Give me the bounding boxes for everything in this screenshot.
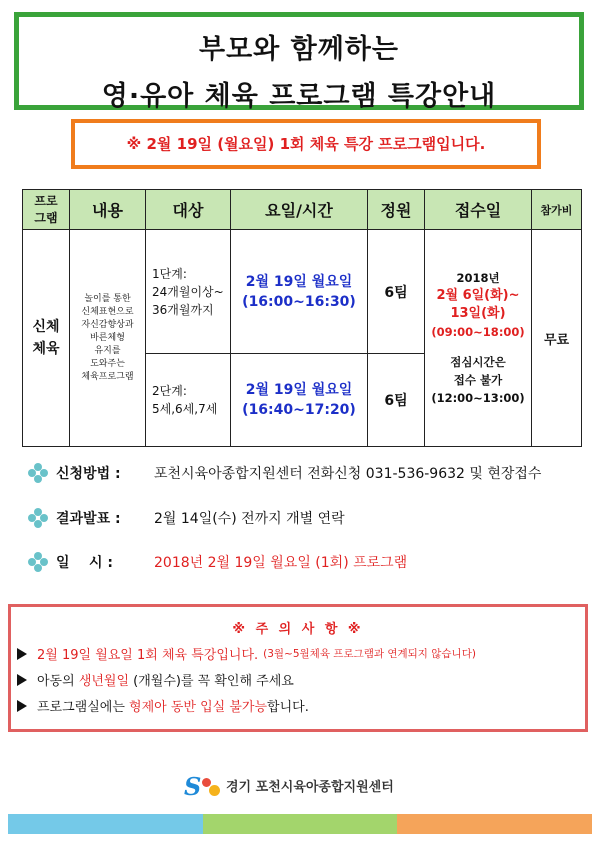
category-line-1: 신체 <box>32 319 60 335</box>
warning-item-3-pre: 프로그램실에는 <box>37 700 130 715</box>
reception-cell <box>425 230 532 447</box>
reception-hours: (09:00~18:00) <box>431 325 525 339</box>
bar-segment-orange <box>397 814 592 834</box>
header-content: 내용 <box>70 190 146 230</box>
content-line: 자신감향상과 <box>81 319 134 330</box>
warning-item-2-post: (개월수)를 꼭 확인해 주세요 <box>129 674 294 689</box>
org-logo <box>184 772 394 801</box>
reception-year: 2018년 <box>456 271 500 285</box>
bar-segment-green <box>203 814 398 834</box>
content-line: 바른체형 <box>90 332 125 343</box>
warning-item-2-pre: 아동의 <box>37 674 79 689</box>
warning-item-3-red: 형제아 동반 입실 불가능 <box>129 700 268 715</box>
header-fee: 참가비 <box>532 190 582 230</box>
reception-period-1: 2월 6일(화)~ <box>436 288 520 303</box>
warning-item-3-post: 합니다. <box>267 700 309 715</box>
title-line-2: 영·유아 체육 프로그램 특강안내 <box>101 81 497 112</box>
target-line: 2단계: <box>152 384 187 399</box>
capacity-cell-2: 6팀 <box>368 354 425 447</box>
header-time: 요일/시간 <box>231 190 368 230</box>
time-line: 2월 19일 월요일 <box>245 273 353 290</box>
date-label: 일 시 : <box>56 555 114 571</box>
content-cell <box>70 230 146 447</box>
clover-icon <box>28 508 48 528</box>
content-line: 신체표현으로 <box>81 306 134 317</box>
warning-box <box>8 604 588 732</box>
time-line: (16:40~17:20) <box>242 402 356 419</box>
target-cell-2 <box>146 354 231 447</box>
content-line: 도와주는 <box>90 358 125 369</box>
title-box <box>14 12 584 110</box>
target-line: 36개월까지 <box>152 302 214 317</box>
triangle-bullet-icon <box>17 648 27 660</box>
date-text: 2018년 2월 19일 월요일 (1회) 프로그램 <box>154 555 408 571</box>
warning-item-2 <box>17 670 585 689</box>
result-text: 2월 14일(수) 전까지 개별 연락 <box>154 511 345 527</box>
warning-item-2-red: 생년월일 <box>78 674 130 689</box>
header-capacity: 정원 <box>368 190 425 230</box>
reception-period-2: 13일(화) <box>450 306 506 321</box>
category-cell <box>23 230 70 447</box>
schedule-table <box>22 189 582 447</box>
table-row <box>23 230 582 354</box>
header-target: 대상 <box>146 190 231 230</box>
lunch-line-1: 점심시간은 <box>450 355 506 369</box>
lunch-line-2: 접수 불가 <box>453 373 503 387</box>
time-cell-2 <box>231 354 368 447</box>
content-line: 체육프로그램 <box>81 371 134 382</box>
header-reception: 접수일 <box>425 190 532 230</box>
target-line: 1단계: <box>152 266 187 281</box>
header-program-line-1: 프로 <box>34 193 58 208</box>
notice-box: ※ 2월 19일 (월요일) 1회 체육 특강 프로그램입니다. <box>71 119 541 169</box>
org-name: 경기 포천시육아종합지원센터 <box>226 779 394 795</box>
apply-label: 신청방법 : <box>56 466 121 482</box>
clover-icon <box>28 552 48 572</box>
result-line <box>28 508 345 528</box>
header-program <box>23 190 70 230</box>
triangle-bullet-icon <box>17 700 27 712</box>
lunch-hours: (12:00~13:00) <box>431 391 525 405</box>
table-header-row <box>23 190 582 230</box>
triangle-bullet-icon <box>17 674 27 686</box>
bottom-color-bar <box>8 814 592 834</box>
category-line-2: 체육 <box>32 341 60 357</box>
content-line: 유지를 <box>94 345 121 356</box>
target-line: 24개월이상~ <box>152 284 224 299</box>
bar-segment-blue <box>8 814 203 834</box>
fee-cell: 무료 <box>532 230 582 447</box>
warning-item-3 <box>17 696 585 715</box>
date-line <box>28 552 407 572</box>
time-cell-1 <box>231 230 368 354</box>
capacity-cell-1: 6팀 <box>368 230 425 354</box>
target-cell-1 <box>146 230 231 354</box>
title-line-1: 부모와 함께하는 <box>199 34 399 65</box>
time-line: 2월 19일 월요일 <box>245 382 353 399</box>
apply-method-line <box>28 463 541 483</box>
content-line: 놀이를 통한 <box>84 293 131 304</box>
target-line: 5세,6세,7세 <box>152 402 218 417</box>
result-label: 결과발표 : <box>56 511 121 527</box>
header-program-line-2: 그램 <box>34 210 58 225</box>
apply-text: 포천시육아종합지원센터 전화신청 031-536-9632 및 현장접수 <box>154 466 542 482</box>
logo-mark-icon: S <box>184 772 222 798</box>
warning-item-1 <box>17 644 585 663</box>
warning-item-1-sub: (3월~5월체육 프로그램과 연계되지 않습니다) <box>263 648 476 660</box>
time-line: (16:00~16:30) <box>242 293 356 310</box>
warning-item-1-main: 2월 19일 월요일 1회 체육 특강입니다. <box>37 648 259 663</box>
clover-icon <box>28 463 48 483</box>
warning-title: ※ 주 의 사 항 ※ <box>232 622 364 637</box>
